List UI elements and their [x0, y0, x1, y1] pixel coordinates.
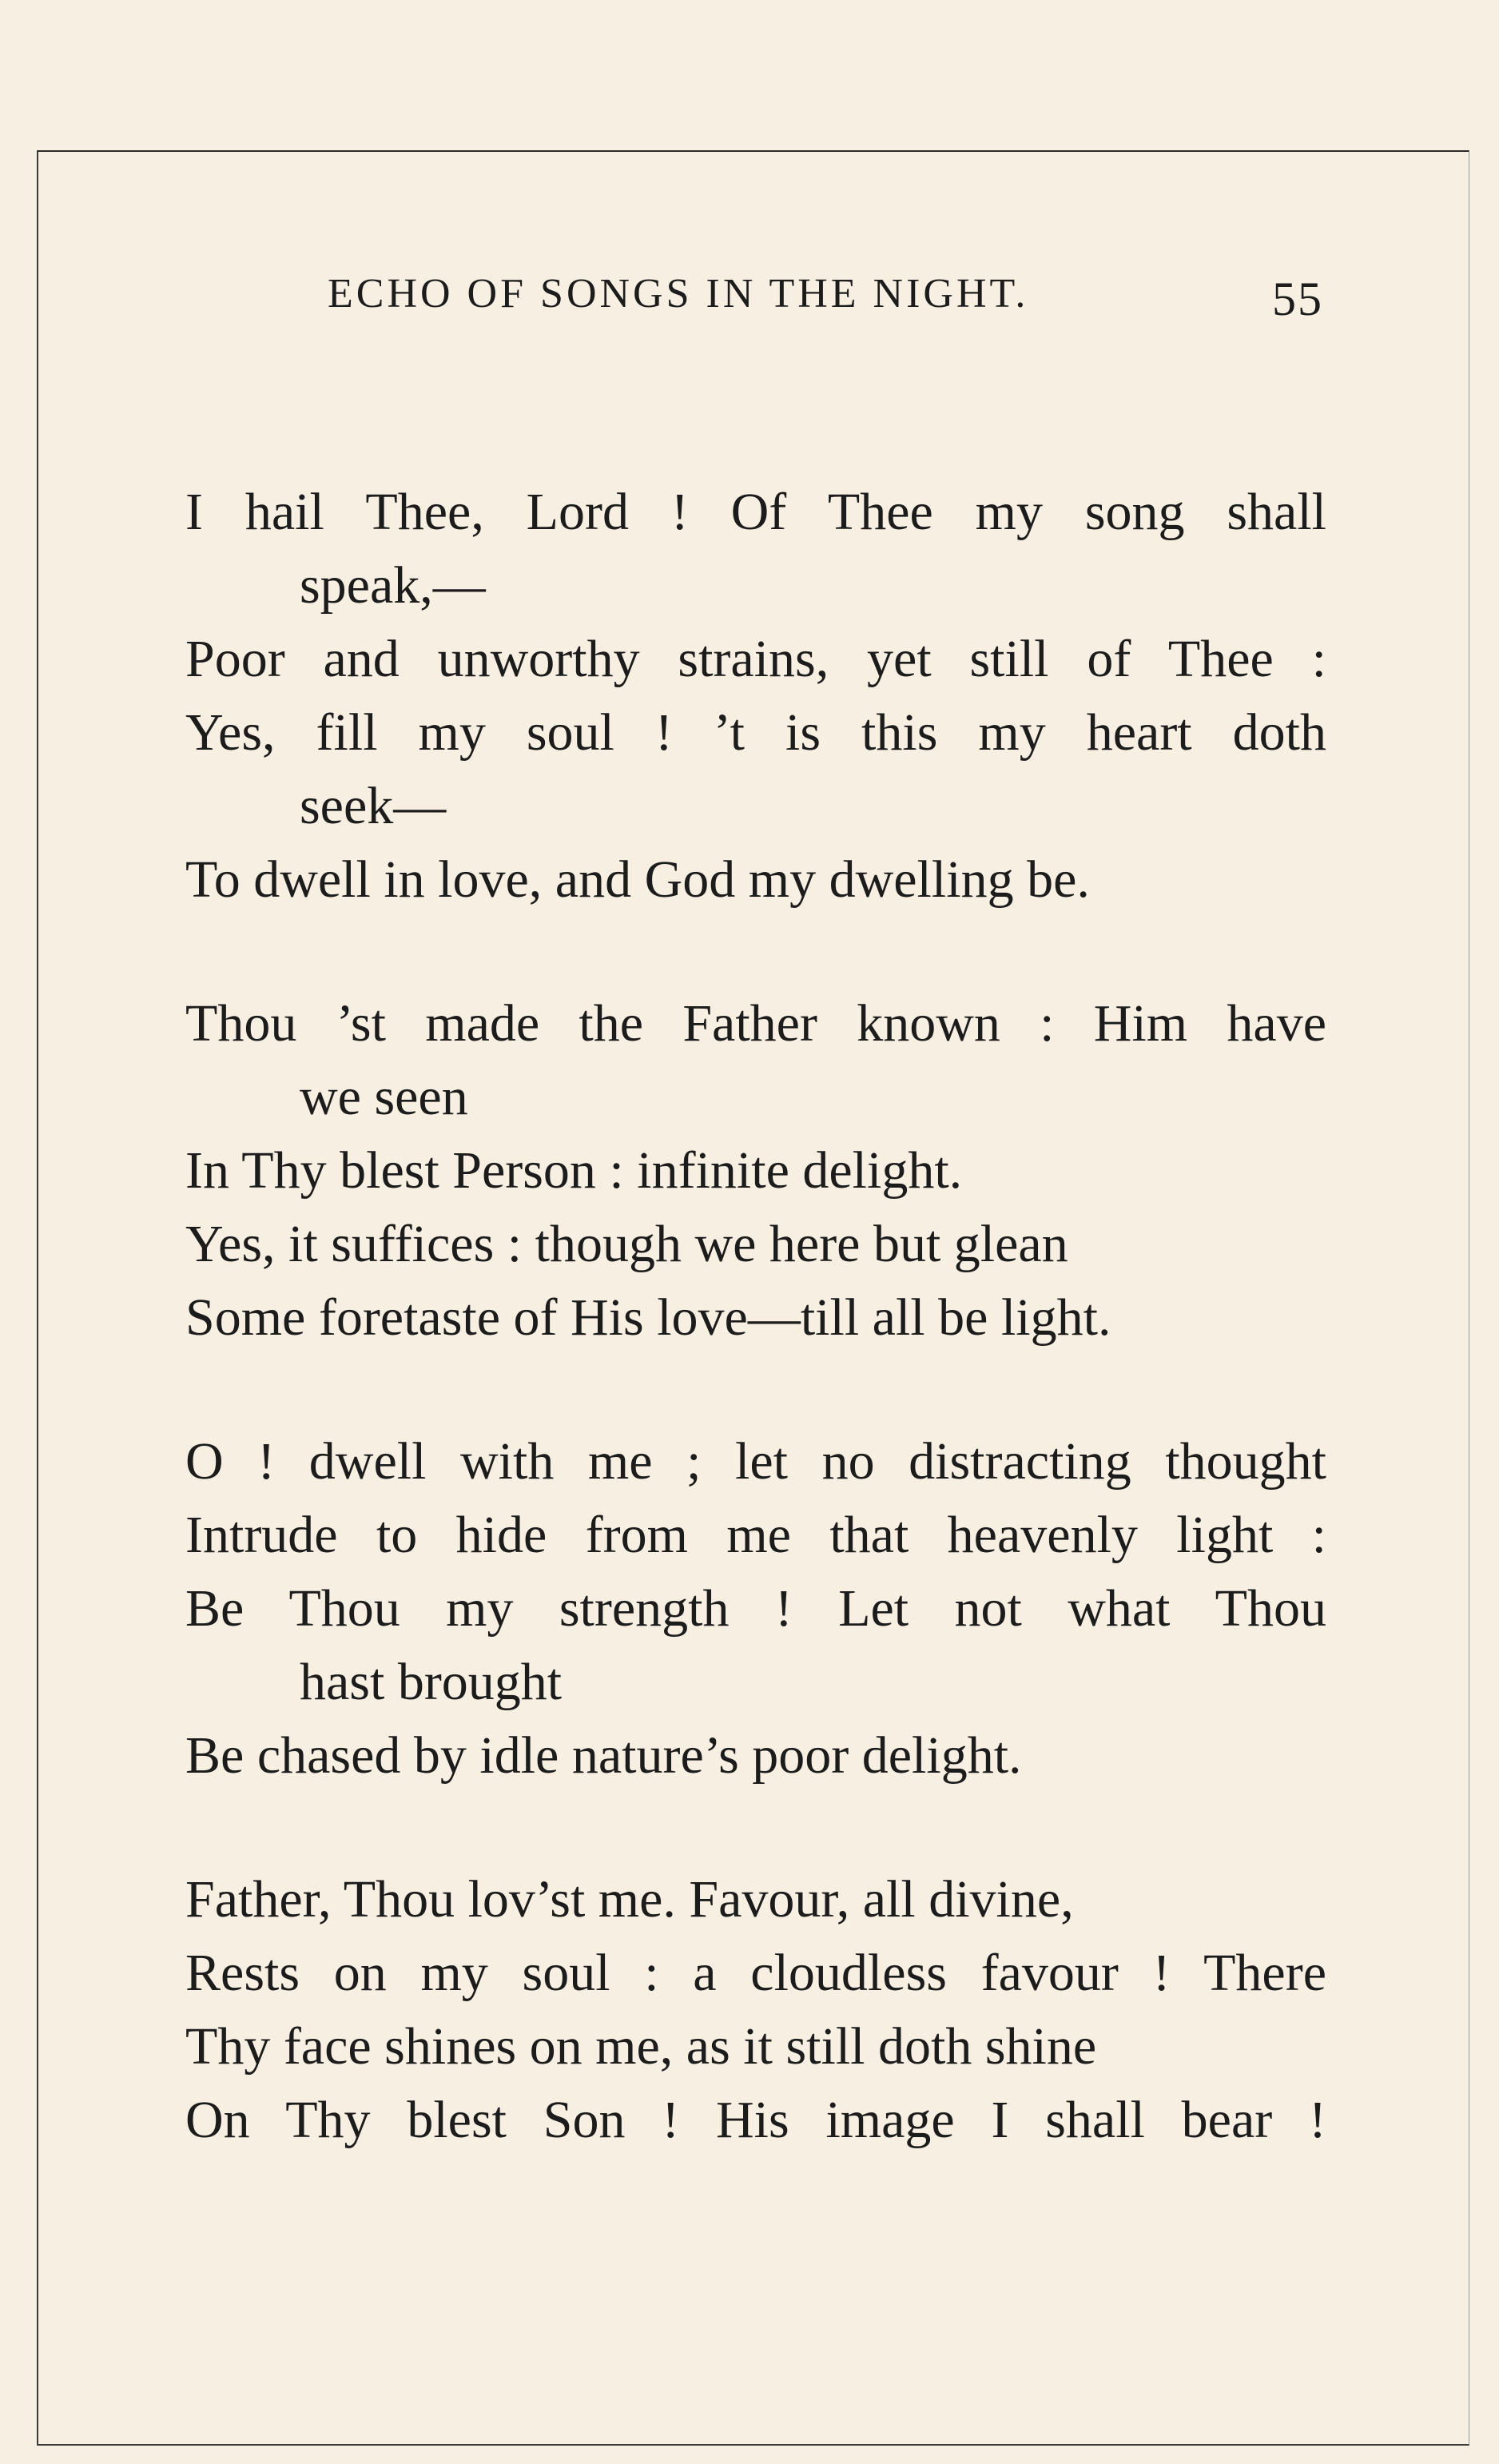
running-head [328, 270, 1334, 326]
poem-line: Father, Thou lov’st me. Favour, all divine, [185, 1870, 1074, 1929]
poem-line: Some foretaste of His love—till all be light. [185, 1288, 1111, 1347]
stanza-1 [185, 476, 1326, 917]
poem-line: O ! dwell with me ; let no distracting thought [185, 1432, 1326, 1491]
stanza-4 [185, 1863, 1326, 2157]
poem-line: Be Thou my strength ! Let not what Thou [185, 1579, 1326, 1638]
poem-line-continuation: speak,— [300, 556, 486, 615]
poem-line-continuation: hast brought [300, 1653, 563, 1711]
page-number: 55 [1272, 273, 1323, 325]
stanza-2 [185, 987, 1326, 1355]
poem-line: Poor and unworthy strains, yet still of Thee : [185, 630, 1326, 688]
poem-line: Yes, it suffices : though we here but glean [185, 1215, 1068, 1273]
poem-line: Thou ’st made the Father known : Him have [185, 994, 1326, 1053]
poem-line: Rests on my soul : a cloudless favour ! There [185, 1944, 1326, 2002]
poem-line: Yes, fill my soul ! ’t is this my heart doth [185, 703, 1326, 762]
poem-line: I hail Thee, Lord ! Of Thee my song shall [185, 483, 1326, 541]
poem-line-continuation: seek— [300, 777, 447, 835]
poem-line: Intrude to hide from me that heavenly light : [185, 1506, 1326, 1564]
poem-line: On Thy blest Son ! His image I shall bear ! [185, 2091, 1326, 2149]
poem-line: To dwell in love, and God my dwelling be. [185, 850, 1090, 909]
poem-line: Be chased by idle nature’s poor delight. [185, 1726, 1022, 1785]
poem-line-continuation: we seen [300, 1068, 468, 1126]
stanza-3 [185, 1425, 1326, 1793]
poem-line: In Thy blest Person : infinite delight. [185, 1141, 963, 1200]
running-title: ECHO OF SONGS IN THE NIGHT. [328, 271, 1029, 316]
poem [185, 476, 1326, 2227]
poem-line: Thy face shines on me, as it still doth shine [185, 2017, 1097, 2076]
